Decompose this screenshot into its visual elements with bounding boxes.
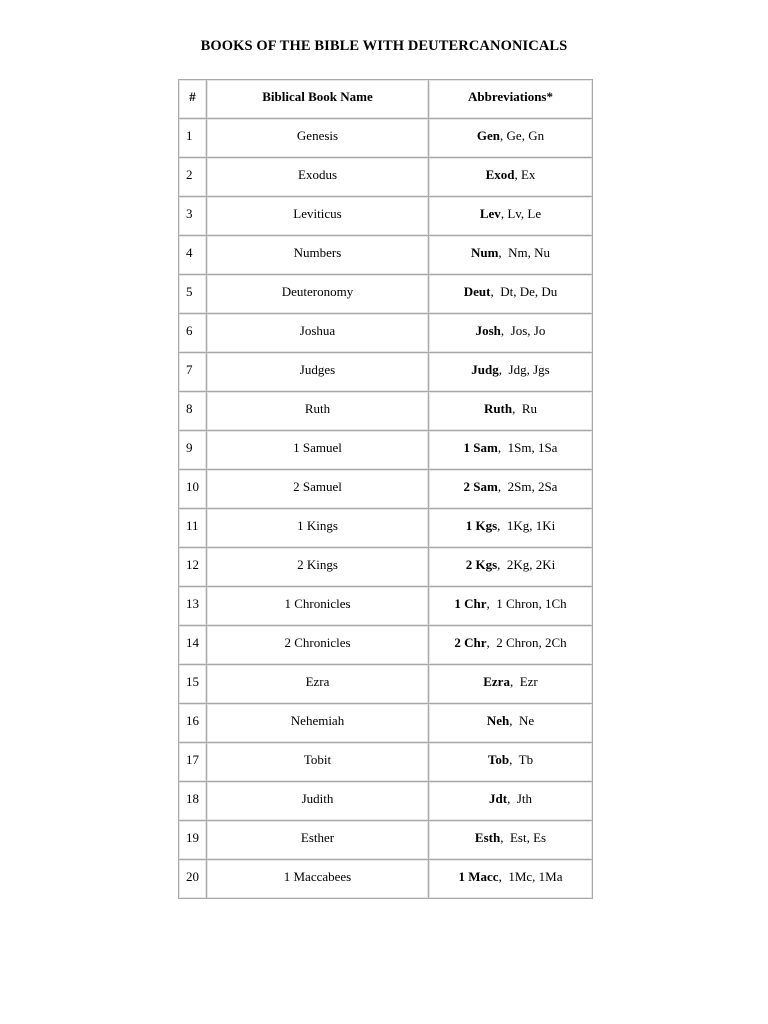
table-row: [179, 236, 593, 275]
alternate-abbreviations: , 1 Chron, 1Ch: [486, 596, 567, 611]
book-abbreviations: [429, 548, 593, 587]
book-abbreviations: [429, 587, 593, 626]
alternate-abbreviations: , 2Sm, 2Sa: [497, 479, 558, 494]
book-abbreviations: [429, 158, 593, 197]
book-number: 9: [179, 431, 207, 470]
header-number: #: [179, 80, 207, 119]
primary-abbreviation: 1 Kgs: [465, 518, 498, 533]
primary-abbreviation: Josh: [475, 323, 501, 338]
book-abbreviations: [429, 236, 593, 275]
book-name: 1 Kings: [207, 509, 429, 548]
table-row: [179, 704, 593, 743]
alternate-abbreviations: , Ru: [512, 401, 538, 416]
table-row: [179, 392, 593, 431]
book-number: 15: [179, 665, 207, 704]
book-abbreviations: [429, 314, 593, 353]
table-row: [179, 470, 593, 509]
header-book-name: Biblical Book Name: [207, 80, 429, 119]
primary-abbreviation: 1 Macc: [458, 869, 499, 884]
book-name: Tobit: [207, 743, 429, 782]
book-abbreviations: [429, 782, 593, 821]
book-name: 1 Maccabees: [207, 860, 429, 899]
primary-abbreviation: Ruth: [483, 401, 513, 416]
book-number: 13: [179, 587, 207, 626]
alternate-abbreviations: , 1Sm, 1Sa: [497, 440, 558, 455]
book-abbreviations: [429, 197, 593, 236]
book-abbreviations: [429, 626, 593, 665]
alternate-abbreviations: , Nm, Nu: [498, 245, 551, 260]
alternate-abbreviations: , Lv, Le: [500, 206, 542, 221]
book-abbreviations: [429, 353, 593, 392]
table-row: [179, 119, 593, 158]
book-abbreviations: [429, 509, 593, 548]
book-number: 20: [179, 860, 207, 899]
primary-abbreviation: 2 Chr: [454, 635, 487, 650]
table-row: [179, 431, 593, 470]
table-row: [179, 275, 593, 314]
primary-abbreviation: Jdt: [489, 791, 508, 806]
table-row: [179, 782, 593, 821]
book-number: 17: [179, 743, 207, 782]
book-abbreviations: [429, 392, 593, 431]
book-abbreviations: [429, 743, 593, 782]
books-table: [178, 79, 593, 899]
primary-abbreviation: Num: [470, 245, 499, 260]
book-name: Leviticus: [207, 197, 429, 236]
book-name: Genesis: [207, 119, 429, 158]
book-abbreviations: [429, 665, 593, 704]
alternate-abbreviations: , Ge, Gn: [500, 128, 545, 143]
alternate-abbreviations: , Jdg, Jgs: [498, 362, 550, 377]
primary-abbreviation: Neh: [486, 713, 510, 728]
table-row: [179, 821, 593, 860]
book-number: 4: [179, 236, 207, 275]
book-name: 1 Samuel: [207, 431, 429, 470]
alternate-abbreviations: , Tb: [509, 752, 534, 767]
table-row: [179, 626, 593, 665]
book-number: 7: [179, 353, 207, 392]
book-name: Esther: [207, 821, 429, 860]
alternate-abbreviations: , Dt, De, Du: [490, 284, 558, 299]
primary-abbreviation: Tob: [487, 752, 510, 767]
book-name: 2 Samuel: [207, 470, 429, 509]
alternate-abbreviations: , Est, Es: [500, 830, 547, 845]
table-row: [179, 197, 593, 236]
alternate-abbreviations: , 1Mc, 1Ma: [498, 869, 563, 884]
book-name: Ruth: [207, 392, 429, 431]
primary-abbreviation: Exod: [485, 167, 515, 182]
primary-abbreviation: 1 Chr: [454, 596, 487, 611]
header-abbreviations: Abbreviations*: [429, 80, 593, 119]
book-abbreviations: [429, 275, 593, 314]
alternate-abbreviations: , Jos, Jo: [500, 323, 546, 338]
book-name: 2 Chronicles: [207, 626, 429, 665]
book-number: 12: [179, 548, 207, 587]
book-number: 10: [179, 470, 207, 509]
book-abbreviations: [429, 431, 593, 470]
primary-abbreviation: Ezra: [483, 674, 510, 689]
alternate-abbreviations: , Ex: [514, 167, 536, 182]
document-title: BOOKS OF THE BIBLE WITH DEUTERCANONICALS: [200, 38, 568, 54]
table-row: [179, 548, 593, 587]
book-abbreviations: [429, 470, 593, 509]
book-number: 2: [179, 158, 207, 197]
primary-abbreviation: Esth: [474, 830, 501, 845]
alternate-abbreviations: , Ne: [509, 713, 535, 728]
book-number: 19: [179, 821, 207, 860]
alternate-abbreviations: , Ezr: [509, 674, 538, 689]
alternate-abbreviations: , Jth: [507, 791, 532, 806]
book-name: Nehemiah: [207, 704, 429, 743]
book-name: Exodus: [207, 158, 429, 197]
table-row: [179, 587, 593, 626]
book-number: 5: [179, 275, 207, 314]
book-number: 3: [179, 197, 207, 236]
book-name: Ezra: [207, 665, 429, 704]
alternate-abbreviations: , 2 Chron, 2Ch: [486, 635, 567, 650]
primary-abbreviation: 1 Sam: [463, 440, 498, 455]
book-name: Joshua: [207, 314, 429, 353]
table-header-row: [179, 80, 593, 119]
book-name: Numbers: [207, 236, 429, 275]
primary-abbreviation: Deut: [463, 284, 491, 299]
primary-abbreviation: 2 Sam: [463, 479, 498, 494]
book-name: Judges: [207, 353, 429, 392]
book-abbreviations: [429, 860, 593, 899]
book-abbreviations: [429, 119, 593, 158]
book-name: Judith: [207, 782, 429, 821]
primary-abbreviation: Lev: [479, 206, 501, 221]
book-number: 14: [179, 626, 207, 665]
alternate-abbreviations: , 2Kg, 2Ki: [497, 557, 556, 572]
table-row: [179, 158, 593, 197]
book-abbreviations: [429, 821, 593, 860]
book-abbreviations: [429, 704, 593, 743]
primary-abbreviation: Gen: [476, 128, 501, 143]
book-number: 16: [179, 704, 207, 743]
table-row: [179, 314, 593, 353]
books-table-body: [179, 119, 593, 899]
book-number: 6: [179, 314, 207, 353]
table-row: [179, 665, 593, 704]
book-number: 18: [179, 782, 207, 821]
table-row: [179, 353, 593, 392]
book-number: 1: [179, 119, 207, 158]
primary-abbreviation: 2 Kgs: [465, 557, 498, 572]
table-row: [179, 743, 593, 782]
book-number: 8: [179, 392, 207, 431]
table-row: [179, 509, 593, 548]
table-row: [179, 860, 593, 899]
alternate-abbreviations: , 1Kg, 1Ki: [497, 518, 556, 533]
primary-abbreviation: Judg: [471, 362, 499, 377]
book-name: 1 Chronicles: [207, 587, 429, 626]
book-number: 11: [179, 509, 207, 548]
book-name: Deuteronomy: [207, 275, 429, 314]
book-name: 2 Kings: [207, 548, 429, 587]
